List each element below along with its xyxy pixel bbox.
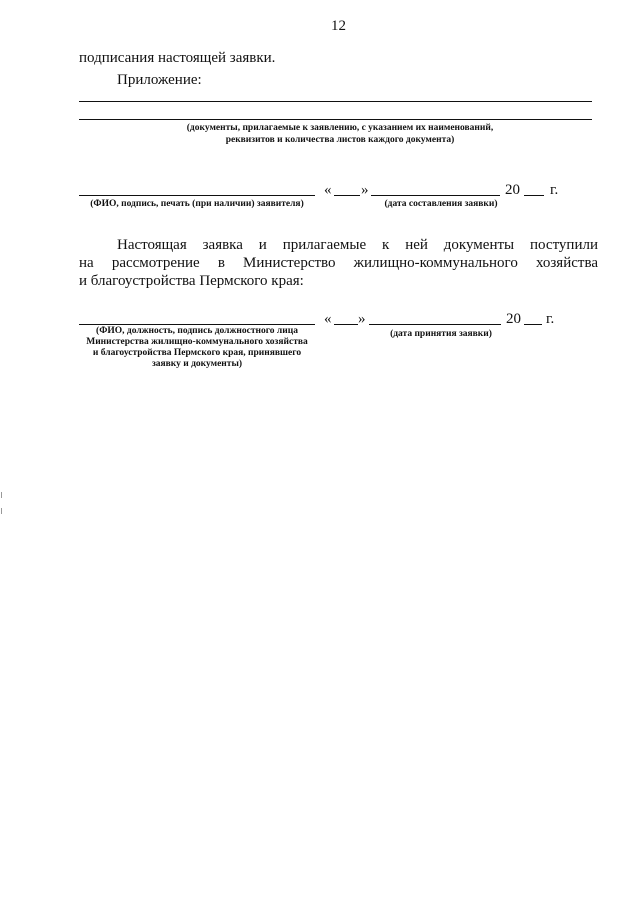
paragraph-line-2: на рассмотрение в Министерство жилищно-коммунального хозяйства [79, 255, 598, 271]
official-caption-3: и благоустройства Пермского края, принявшего [92, 348, 302, 358]
year-prefix-2: 20 [506, 311, 521, 327]
attachments-caption-2: реквизитов и количества листов каждого документа) [225, 135, 455, 145]
applicant-signature-line [79, 195, 315, 196]
applicant-caption: (ФИО, подпись, печать (при наличии) заявителя) [90, 199, 304, 209]
year-line-2 [524, 324, 542, 325]
scan-mark [1, 492, 2, 498]
date-quote-close: » [361, 182, 369, 198]
month-line [371, 195, 500, 196]
official-caption-4: заявку и документы) [151, 359, 243, 369]
date-quote-open: « [324, 182, 332, 198]
scan-mark [1, 508, 2, 514]
attachments-caption-1: (документы, прилагаемые к заявлению, с указанием их наименований, [186, 123, 494, 133]
date-compiled-caption: (дата составления заявки) [384, 199, 498, 209]
paragraph-line-1: Настоящая заявка и прилагаемые к ней документы поступили [117, 237, 598, 253]
official-caption-1: (ФИО, должность, подпись должностного лица [96, 326, 298, 336]
day-line [334, 195, 360, 196]
month-line-2 [369, 324, 501, 325]
year-line [524, 195, 544, 196]
date-quote-open-2: « [324, 311, 332, 327]
continuation-text: подписания настоящей заявки. [79, 50, 276, 66]
year-suffix-2: г. [546, 311, 555, 327]
official-caption-2: Министерства жилищно-коммунального хозяйства [86, 337, 308, 347]
paragraph-line-3: и благоустройства Пермского края: [79, 273, 304, 289]
attachments-line-1 [79, 101, 592, 102]
year-suffix: г. [550, 182, 559, 198]
official-signature-line [79, 324, 315, 325]
attachments-label: Приложение: [117, 72, 202, 88]
year-prefix: 20 [505, 182, 520, 198]
day-line-2 [334, 324, 358, 325]
date-received-caption: (дата принятия заявки) [390, 329, 492, 339]
date-quote-close-2: » [358, 311, 366, 327]
page-number: 12 [331, 18, 346, 34]
attachments-line-2 [79, 119, 592, 120]
